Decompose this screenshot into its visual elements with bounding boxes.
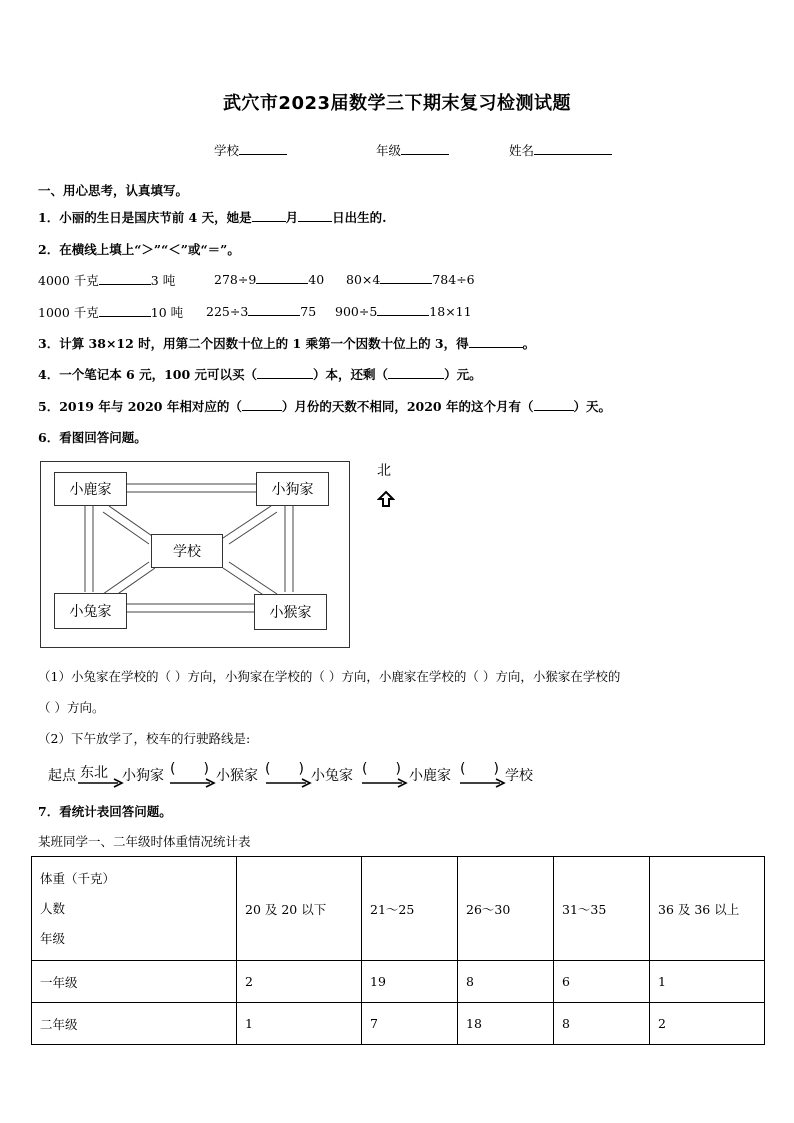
table-cell: 8: [458, 961, 554, 1003]
route-start: 起点: [48, 768, 76, 784]
q1-text-c: 日出生的.: [332, 210, 387, 225]
q2-left: 1000 千克: [38, 305, 99, 320]
row-label: 一年级: [32, 961, 237, 1003]
name-label: 姓名: [509, 143, 535, 158]
q2-left: 278÷9: [214, 272, 257, 287]
q3-text-a: 3．计算 38×12 时，用第二个因数十位上的 1 乘第一个因数十位上的 3，得: [38, 336, 469, 351]
route-blank-3[interactable]: ( ): [362, 761, 401, 777]
name-field[interactable]: [509, 141, 612, 159]
table-cell: 2: [650, 1003, 765, 1045]
table-header-cell: 20 及 20 以下: [237, 857, 362, 961]
q2-blank[interactable]: [256, 271, 308, 284]
school-building: 学校: [151, 534, 223, 568]
q2-right: 75: [300, 304, 317, 319]
table-title: 某班同学一、二年级时体重情况统计表: [38, 834, 251, 849]
table-cell: 2: [237, 961, 362, 1003]
q2-item: [214, 271, 324, 287]
corner-weight-label: 体重（千克）: [40, 870, 116, 886]
rabbit-home: 小兔家: [54, 593, 127, 629]
route-arrow: [460, 777, 506, 789]
question-7: 7．看统计表回答问题。: [38, 804, 172, 819]
route-example-answer: 东北: [80, 765, 108, 781]
q2-right: 18×11: [429, 304, 472, 319]
q5-text-b: ）月份的天数不相同，2020 年的这个月有（: [281, 399, 534, 414]
q2-left: 80×4: [346, 272, 381, 287]
q2-item: [206, 303, 316, 319]
route-blank-2[interactable]: ( ): [265, 761, 304, 777]
q2-right: 3 吨: [150, 273, 176, 288]
table-header-cell: 21～25: [362, 857, 458, 961]
question-4: [38, 365, 482, 383]
route-stop-monkey: 小猴家: [216, 768, 258, 784]
q5-text-a: 5．2019 年与 2020 年相对应的（: [38, 399, 242, 414]
grade-blank[interactable]: [401, 142, 449, 155]
q3-blank[interactable]: [469, 335, 523, 348]
q4-text-c: ）元。: [444, 367, 482, 382]
route-stop-rabbit: 小兔家: [311, 768, 353, 784]
q5-blank-2[interactable]: [534, 398, 574, 411]
q4-blank-1[interactable]: [257, 366, 313, 379]
deer-home: 小鹿家: [54, 472, 127, 506]
route-arrow: [362, 777, 408, 789]
question-1: [38, 208, 386, 226]
grade-label: 年级: [376, 143, 402, 158]
table-header-cell: 31～35: [554, 857, 650, 961]
table-cell: 1: [237, 1003, 362, 1045]
corner-grade-label: 年级: [40, 930, 66, 946]
table-header-cell: 36 及 36 以上: [650, 857, 765, 961]
table-cell: 18: [458, 1003, 554, 1045]
map-diagram: [40, 461, 350, 648]
q2-item: [346, 271, 475, 287]
table-cell: 19: [362, 961, 458, 1003]
route-arrow: [170, 777, 216, 789]
q2-blank[interactable]: [248, 303, 300, 316]
question-3: [38, 334, 535, 352]
q1-text-a: 1．小丽的生日是国庆节前 4 天，她是: [38, 210, 252, 225]
q2-right: 10 吨: [150, 305, 184, 320]
q2-left: 4000 千克: [38, 273, 99, 288]
dog-home: 小狗家: [256, 472, 329, 506]
route-blank-1[interactable]: ( ): [170, 761, 209, 777]
table-corner-cell: [32, 857, 237, 961]
q4-blank-2[interactable]: [388, 366, 444, 379]
q5-blank-1[interactable]: [242, 398, 282, 411]
route-arrow: [266, 777, 312, 789]
q3-text-b: 。: [522, 336, 536, 351]
table-row: [32, 961, 765, 1003]
q2-blank[interactable]: [99, 304, 151, 317]
table-cell: 7: [362, 1003, 458, 1045]
q2-right: 784÷6: [432, 272, 475, 287]
q2-left: 900÷5: [335, 304, 378, 319]
table-row: [32, 1003, 765, 1045]
q6-part-1-cont: （ ）方向。: [38, 700, 105, 715]
route-arrow: [78, 777, 124, 789]
q5-text-c: ）天。: [573, 399, 612, 414]
route-blank-4[interactable]: ( ): [460, 761, 499, 777]
corner-count-label: 人数: [40, 900, 66, 916]
q2-item: [38, 303, 183, 321]
school-label: 学校: [214, 143, 240, 158]
q2-blank[interactable]: [377, 303, 429, 316]
school-blank[interactable]: [239, 142, 287, 155]
question-6: 6．看图回答问题。: [38, 430, 147, 445]
row-label: 二年级: [32, 1003, 237, 1045]
q2-item: [335, 303, 472, 319]
route-stop-deer: 小鹿家: [409, 768, 451, 784]
school-field[interactable]: [214, 141, 287, 159]
table-cell: 6: [554, 961, 650, 1003]
north-label: 北: [377, 463, 391, 479]
table-header-cell: 26～30: [458, 857, 554, 961]
table-cell: 8: [554, 1003, 650, 1045]
route-stop-dog: 小狗家: [122, 768, 164, 784]
question-2: 2．在横线上填上“＞”“＜”或“＝”。: [38, 242, 240, 257]
north-arrow-icon: [377, 490, 395, 508]
grade-field[interactable]: [376, 141, 449, 159]
q4-text-a: 4．一个笔记本 6 元，100 元可以买（: [38, 367, 258, 382]
q2-blank[interactable]: [380, 271, 432, 284]
name-blank[interactable]: [534, 142, 612, 155]
q2-blank[interactable]: [99, 272, 151, 285]
q1-blank-day[interactable]: [298, 209, 332, 222]
q2-right: 40: [308, 272, 325, 287]
weight-table: [31, 856, 765, 1045]
q6-part-2: （2）下午放学了，校车的行驶路线是:: [38, 731, 251, 746]
question-5: [38, 397, 611, 415]
q1-blank-month[interactable]: [252, 209, 286, 222]
monkey-home: 小猴家: [254, 594, 327, 630]
route-end-school: 学校: [505, 768, 533, 784]
page-title: 武穴市2023届数学三下期末复习检测试题: [222, 93, 572, 114]
q1-text-b: 月: [285, 210, 299, 225]
q6-part-1: （1）小兔家在学校的（ ）方向，小狗家在学校的（ ）方向，小鹿家在学校的（ ）方向，小猴家在学校的: [38, 669, 621, 684]
q2-left: 225÷3: [206, 304, 249, 319]
table-cell: 1: [650, 961, 765, 1003]
section-heading: 一、用心思考，认真填写。: [38, 183, 189, 198]
q4-text-b: ）本，还剩（: [313, 367, 389, 382]
table-header-row: [32, 857, 765, 961]
q2-item: [38, 271, 175, 289]
